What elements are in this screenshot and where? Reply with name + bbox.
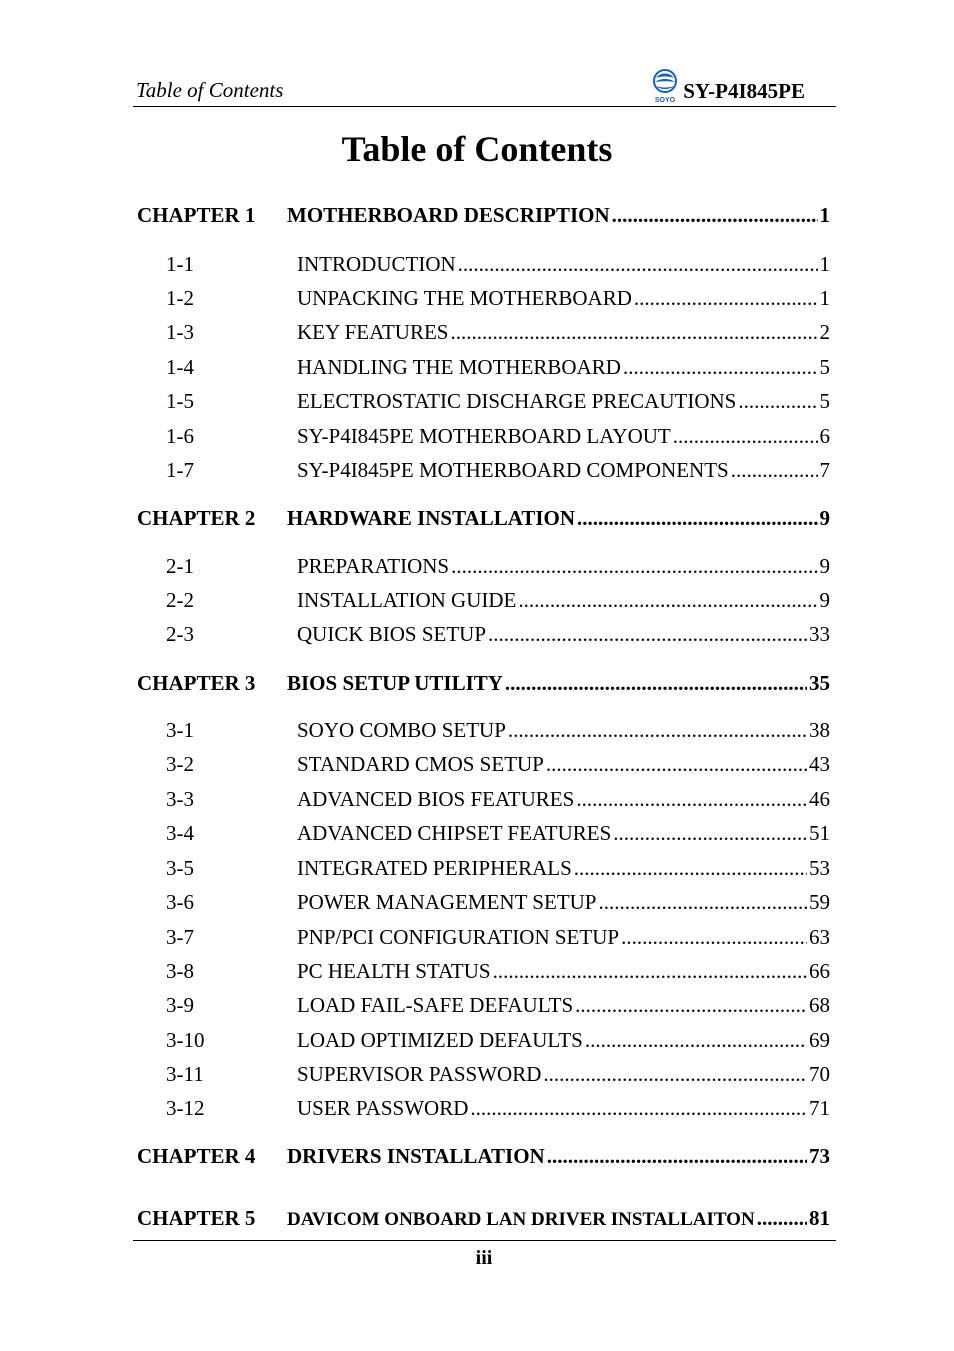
toc-section-entry[interactable] <box>137 585 830 615</box>
toc-entry-number: 2-3 <box>166 622 194 646</box>
toc-dot-leader <box>598 887 807 917</box>
toc-entry-page: 9 <box>819 506 830 530</box>
toc-entry-title: SY-P4I845PE MOTHERBOARD LAYOUT <box>297 424 671 448</box>
toc-entry-page: 33 <box>809 622 830 646</box>
toc-entry-number: CHAPTER 3 <box>137 671 256 695</box>
toc-entry-title: HARDWARE INSTALLATION <box>287 506 576 530</box>
toc-entry-page: 9 <box>819 554 830 578</box>
toc-section-entry[interactable] <box>137 784 830 814</box>
toc-entry-page: 1 <box>819 286 830 310</box>
toc-dot-leader <box>547 1141 807 1171</box>
toc-entry-page: 53 <box>809 856 830 880</box>
header-brand <box>649 68 805 104</box>
toc-entry-number: CHAPTER 5 <box>137 1206 256 1230</box>
toc-entry-page: 5 <box>819 389 830 413</box>
toc-entry-number: 1-3 <box>166 320 194 344</box>
toc-entry-page: 7 <box>819 458 830 482</box>
toc-dot-leader <box>505 668 807 698</box>
toc-dot-leader <box>577 503 817 533</box>
toc-section-entry[interactable] <box>137 853 830 883</box>
toc-chapter-entry[interactable] <box>137 668 830 698</box>
toc-section-entry[interactable] <box>137 1059 830 1089</box>
toc-entry-title: PREPARATIONS <box>297 554 450 578</box>
toc-entry-number: 3-3 <box>166 787 194 811</box>
toc-dot-leader <box>585 1025 807 1055</box>
toc-entry-title: INSTALLATION GUIDE <box>297 588 517 612</box>
toc-entry-number: 3-9 <box>166 993 194 1017</box>
toc-entry-title: PC HEALTH STATUS <box>297 959 491 983</box>
toc-entry-page: 6 <box>819 424 830 448</box>
page-number: iii <box>475 1247 493 1269</box>
toc-entry-number: 1-7 <box>166 458 194 482</box>
page-title: Table of Contents <box>341 129 613 169</box>
toc-section-entry[interactable] <box>137 990 830 1020</box>
toc-section-entry[interactable] <box>137 249 830 279</box>
toc-section-entry[interactable] <box>137 887 830 917</box>
toc-dot-leader <box>621 922 807 952</box>
toc-entry-number: 3-11 <box>166 1062 204 1086</box>
toc-entry-title: ADVANCED BIOS FEATURES <box>297 787 575 811</box>
toc-entry-title: LOAD FAIL-SAFE DEFAULTS <box>297 993 574 1017</box>
toc-dot-leader <box>613 818 807 848</box>
toc-entry-title: KEY FEATURES <box>297 320 449 344</box>
toc-entry-page: 43 <box>809 752 830 776</box>
toc-dot-leader <box>612 200 818 230</box>
toc-dot-leader <box>450 317 817 347</box>
toc-entry-page: 63 <box>809 925 830 949</box>
toc-entry-title: UNPACKING THE MOTHERBOARD <box>297 286 632 310</box>
toc-section-entry[interactable] <box>137 551 830 581</box>
toc-entry-number: CHAPTER 1 <box>137 203 256 227</box>
toc-dot-leader <box>757 1203 807 1233</box>
toc-dot-leader <box>574 853 807 883</box>
toc-dot-leader <box>738 386 817 416</box>
toc-entry-title: MOTHERBOARD DESCRIPTION <box>287 203 610 227</box>
toc-entry-page: 2 <box>819 320 830 344</box>
toc-dot-leader <box>451 551 817 581</box>
toc-entry-number: 2-2 <box>166 588 194 612</box>
toc-entry-title: SOYO COMBO SETUP <box>297 718 506 742</box>
toc-entry-title: DRIVERS INSTALLATION <box>287 1144 545 1168</box>
toc-dot-leader <box>488 619 807 649</box>
toc-entry-page: 9 <box>819 588 830 612</box>
toc-entry-number: 3-4 <box>166 821 194 845</box>
toc-dot-leader <box>576 784 807 814</box>
soyo-logo-icon <box>649 68 681 104</box>
toc-section-entry[interactable] <box>137 386 830 416</box>
toc-entry-title: INTEGRATED PERIPHERALS <box>297 856 572 880</box>
toc-chapter-entry[interactable] <box>137 503 830 533</box>
toc-entry-page: 51 <box>809 821 830 845</box>
toc-dot-leader <box>543 1059 807 1089</box>
header-model-name: SY-P4I845PE <box>683 79 805 103</box>
page-header <box>133 68 836 107</box>
toc-entry-title: ADVANCED CHIPSET FEATURES <box>297 821 612 845</box>
toc-entry-title: USER PASSWORD <box>297 1096 469 1120</box>
toc-dot-leader <box>493 956 807 986</box>
toc-dot-leader <box>518 585 817 615</box>
toc-section-entry[interactable] <box>137 922 830 952</box>
toc-entry-page: 59 <box>809 890 830 914</box>
toc-section-entry[interactable] <box>137 421 830 451</box>
toc-section-entry[interactable] <box>137 1025 830 1055</box>
toc-dot-leader <box>634 283 818 313</box>
toc-section-entry[interactable] <box>137 619 830 649</box>
toc-entry-number: 3-7 <box>166 925 194 949</box>
toc-entry-title: HANDLING THE MOTHERBOARD <box>297 355 621 379</box>
toc-entry-number: 3-12 <box>166 1096 205 1120</box>
toc-entry-title: SY-P4I845PE MOTHERBOARD COMPONENTS <box>297 458 729 482</box>
toc-entry-page: 71 <box>809 1096 830 1120</box>
header-section-title: Table of Contents <box>136 78 284 102</box>
toc-section-entry[interactable] <box>137 283 830 313</box>
toc-entry-number: 1-2 <box>166 286 194 310</box>
toc-entry-page: 5 <box>819 355 830 379</box>
toc-entry-number: 3-6 <box>166 890 194 914</box>
toc-dot-leader <box>458 249 818 279</box>
toc-dot-leader <box>673 421 818 451</box>
toc-dot-leader <box>623 352 818 382</box>
toc-dot-leader <box>546 749 807 779</box>
toc-entry-number: 1-5 <box>166 389 194 413</box>
toc-entry-title: PNP/PCI CONFIGURATION SETUP <box>297 925 620 949</box>
toc-chapter-entry[interactable] <box>137 200 830 230</box>
toc-entry-number: 1-4 <box>166 355 194 379</box>
toc-entry-number: 3-5 <box>166 856 194 880</box>
toc-entry-page: 66 <box>809 959 830 983</box>
toc-entry-page: 35 <box>809 671 830 695</box>
toc-entry-number: 3-10 <box>166 1028 205 1052</box>
toc-entry-page: 70 <box>809 1062 830 1086</box>
toc-dot-leader <box>731 455 818 485</box>
toc-entry-number: 2-1 <box>166 554 194 578</box>
toc-entry-number: 1-1 <box>166 252 194 276</box>
toc-entry-page: 38 <box>809 718 830 742</box>
toc-entry-number: 3-2 <box>166 752 194 776</box>
toc-section-entry[interactable] <box>137 956 830 986</box>
toc-chapter-entry[interactable] <box>137 1141 830 1171</box>
toc-entry-number: CHAPTER 2 <box>137 506 256 530</box>
toc-dot-leader <box>575 990 807 1020</box>
toc-entry-number: CHAPTER 4 <box>137 1144 256 1168</box>
toc-section-entry[interactable] <box>137 352 830 382</box>
toc-entry-title: QUICK BIOS SETUP <box>297 622 487 646</box>
toc-chapter-entry[interactable] <box>137 1203 830 1233</box>
toc-entry-page: 1 <box>819 203 830 227</box>
toc-section-entry[interactable] <box>137 1093 830 1123</box>
toc-dot-leader <box>470 1093 807 1123</box>
toc-dot-leader <box>508 715 807 745</box>
toc-section-entry[interactable] <box>137 317 830 347</box>
toc-entry-title: STANDARD CMOS SETUP <box>297 752 544 776</box>
toc-entry-number: 3-1 <box>166 718 194 742</box>
toc-section-entry[interactable] <box>137 715 830 745</box>
toc-entry-title: BIOS SETUP UTILITY <box>287 671 503 695</box>
toc-entry-page: 68 <box>809 993 830 1017</box>
toc-entry-page: 81 <box>809 1206 830 1230</box>
footer-divider <box>133 1240 836 1241</box>
toc-entry-title: SUPERVISOR PASSWORD <box>297 1062 542 1086</box>
toc-entry-page: 73 <box>809 1144 830 1168</box>
toc-section-entry[interactable] <box>137 818 830 848</box>
toc-entry-title: ELECTROSTATIC DISCHARGE PRECAUTIONS <box>297 389 737 413</box>
toc-entry-title: INTRODUCTION <box>297 252 456 276</box>
logo-text: SOYO <box>655 97 676 104</box>
toc-entry-title: LOAD OPTIMIZED DEFAULTS <box>297 1028 583 1052</box>
toc-section-entry[interactable] <box>137 749 830 779</box>
toc-entry-page: 46 <box>809 787 830 811</box>
toc-entry-title: DAVICOM ONBOARD LAN DRIVER INSTALLAITON <box>287 1209 755 1230</box>
toc-entry-page: 1 <box>819 252 830 276</box>
toc-section-entry[interactable] <box>137 455 830 485</box>
toc-entry-number: 3-8 <box>166 959 194 983</box>
toc-entry-title: POWER MANAGEMENT SETUP <box>297 890 597 914</box>
toc-entry-number: 1-6 <box>166 424 194 448</box>
toc-entry-page: 69 <box>809 1028 830 1052</box>
